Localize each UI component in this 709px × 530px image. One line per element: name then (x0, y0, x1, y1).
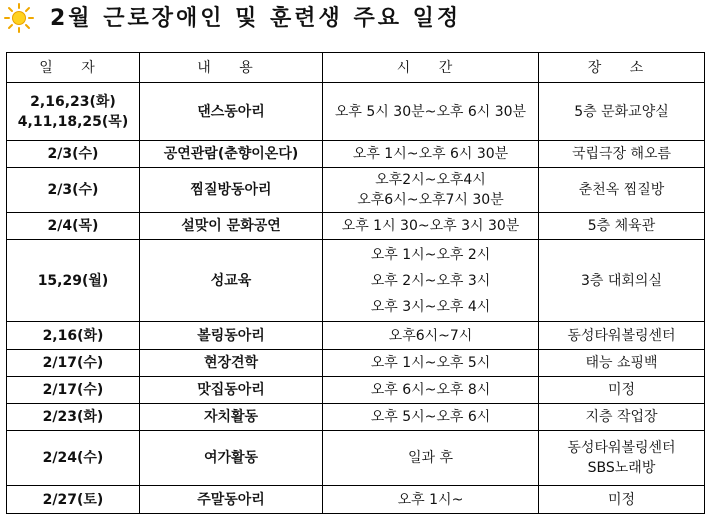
table-row (7, 486, 705, 514)
cell-content-text: 댄스동아리 (197, 103, 265, 120)
cell-time (323, 141, 539, 168)
cell-place (539, 322, 705, 350)
cell-time-text: 오후6시~7시 (388, 327, 473, 344)
cell-date-text: 2/4(목) (47, 218, 99, 234)
cell-place (539, 141, 705, 168)
cell-content (140, 322, 323, 350)
cell-content (140, 486, 323, 514)
cell-content (140, 377, 323, 404)
cell-place-text: 미정 (607, 382, 636, 398)
cell-time-text: 오후 5시 30분~오후 6시 30분 (334, 103, 527, 120)
cell-place (539, 431, 705, 486)
cell-date (7, 240, 140, 322)
sun-icon (4, 3, 34, 33)
cell-place (539, 83, 705, 141)
cell-date (7, 168, 140, 213)
table-row (7, 83, 705, 141)
cell-content (140, 213, 323, 240)
cell-date-text: 2/3(수) (47, 182, 99, 198)
cell-time (323, 83, 539, 141)
table-row (7, 431, 705, 486)
page-header (0, 0, 709, 50)
cell-content-text: 볼링동아리 (197, 327, 265, 344)
cell-place-text: SBS노래방 (587, 460, 656, 476)
cell-content (140, 240, 323, 322)
cell-date (7, 404, 140, 431)
cell-content-text: 자치활동 (203, 409, 259, 425)
cell-place-text: 동성타워볼링센터 (567, 327, 676, 344)
cell-date-text: 2/23(화) (42, 409, 104, 425)
cell-date-text: 2/24(수) (42, 450, 104, 466)
cell-time (323, 431, 539, 486)
cell-content (140, 83, 323, 141)
schedule-table (6, 52, 705, 514)
cell-date-text: 2/17(수) (42, 355, 104, 371)
cell-place-text: 미정 (607, 491, 636, 508)
cell-place-text: 5층 문화교양실 (574, 103, 669, 120)
cell-place-text: 국립극장 해오름 (571, 146, 672, 162)
cell-content-text: 성교육 (210, 272, 252, 289)
header-row (7, 53, 705, 83)
cell-place-text: 5층 체육관 (587, 218, 656, 234)
cell-time (323, 168, 539, 213)
table-row (7, 350, 705, 377)
cell-content (140, 350, 323, 377)
cell-content (140, 404, 323, 431)
cell-place (539, 486, 705, 514)
cell-place-text: 춘천옥 찜질방 (578, 182, 665, 198)
table-row (7, 213, 705, 240)
cell-place-text: 태능 쇼핑백 (585, 355, 658, 371)
cell-content-text: 맛집동아리 (197, 382, 265, 398)
cell-date-text: 2/27(토) (42, 491, 104, 508)
cell-time (323, 350, 539, 377)
cell-time-text: 오후 1시 30~오후 3시 30분 (341, 218, 520, 234)
cell-time-text: 오후 1시~오후 2시 (370, 246, 491, 263)
cell-place (539, 377, 705, 404)
cell-time-text: 오후2시~오후4시 (375, 172, 486, 188)
table-row (7, 377, 705, 404)
cell-date (7, 322, 140, 350)
cell-date-text: 4,11,18,25(목) (17, 113, 129, 130)
table-row (7, 322, 705, 350)
page-title: 2월 근로장애인 및 훈련생 주요 일정 (50, 6, 462, 31)
cell-time (323, 240, 539, 322)
cell-place-text: 지층 작업장 (585, 409, 658, 425)
cell-time-text: 오후 1시~오후 6시 30분 (352, 146, 509, 162)
cell-date (7, 377, 140, 404)
cell-date (7, 350, 140, 377)
cell-time (323, 213, 539, 240)
cell-date-text: 15,29(월) (37, 272, 109, 289)
table-row (7, 240, 705, 322)
cell-place-text: 동성타워볼링센터 (567, 440, 676, 456)
cell-place (539, 350, 705, 377)
cell-place (539, 240, 705, 322)
table-row (7, 404, 705, 431)
cell-time-text: 오후 5시~오후 6시 (370, 409, 491, 425)
header-place: 장 소 (539, 53, 705, 83)
cell-date (7, 431, 140, 486)
cell-date (7, 141, 140, 168)
cell-date (7, 213, 140, 240)
cell-place (539, 168, 705, 213)
cell-time-text: 오후6시~오후7시 30분 (357, 192, 504, 208)
header-content: 내 용 (140, 53, 323, 83)
table-row (7, 168, 705, 213)
cell-content-text: 설맞이 문화공연 (181, 218, 281, 234)
cell-date-text: 2/3(수) (47, 146, 99, 162)
cell-time (323, 486, 539, 514)
cell-date-text: 2/17(수) (42, 382, 104, 398)
schedule-body (7, 83, 705, 514)
cell-time (323, 404, 539, 431)
table-row (7, 141, 705, 168)
cell-content (140, 431, 323, 486)
cell-time-text: 오후 6시~오후 8시 (370, 382, 491, 398)
cell-time-text: 오후 3시~오후 4시 (370, 298, 491, 315)
cell-time (323, 377, 539, 404)
cell-date-text: 2,16(화) (42, 327, 104, 344)
cell-place (539, 404, 705, 431)
header-time: 시 간 (323, 53, 539, 83)
cell-content (140, 168, 323, 213)
cell-place (539, 213, 705, 240)
cell-time-text: 일과 후 (407, 450, 454, 466)
cell-date (7, 83, 140, 141)
cell-content-text: 현장견학 (203, 355, 259, 371)
cell-date-text: 2,16,23(화) (30, 93, 116, 110)
cell-content-text: 주말동아리 (197, 491, 265, 508)
cell-content-text: 찜질방동아리 (190, 182, 272, 198)
cell-time-text: 오후 1시~오후 5시 (370, 355, 491, 371)
cell-content-text: 공연관람(춘향이온다) (163, 146, 299, 162)
cell-time (323, 322, 539, 350)
cell-date (7, 486, 140, 514)
header-date: 일 자 (7, 53, 140, 83)
cell-content (140, 141, 323, 168)
cell-content-text: 여가활동 (203, 450, 259, 466)
cell-time-text: 오후 2시~오후 3시 (370, 272, 491, 289)
cell-time-text: 오후 1시~ (397, 491, 464, 508)
cell-place-text: 3층 대회의실 (581, 272, 662, 289)
